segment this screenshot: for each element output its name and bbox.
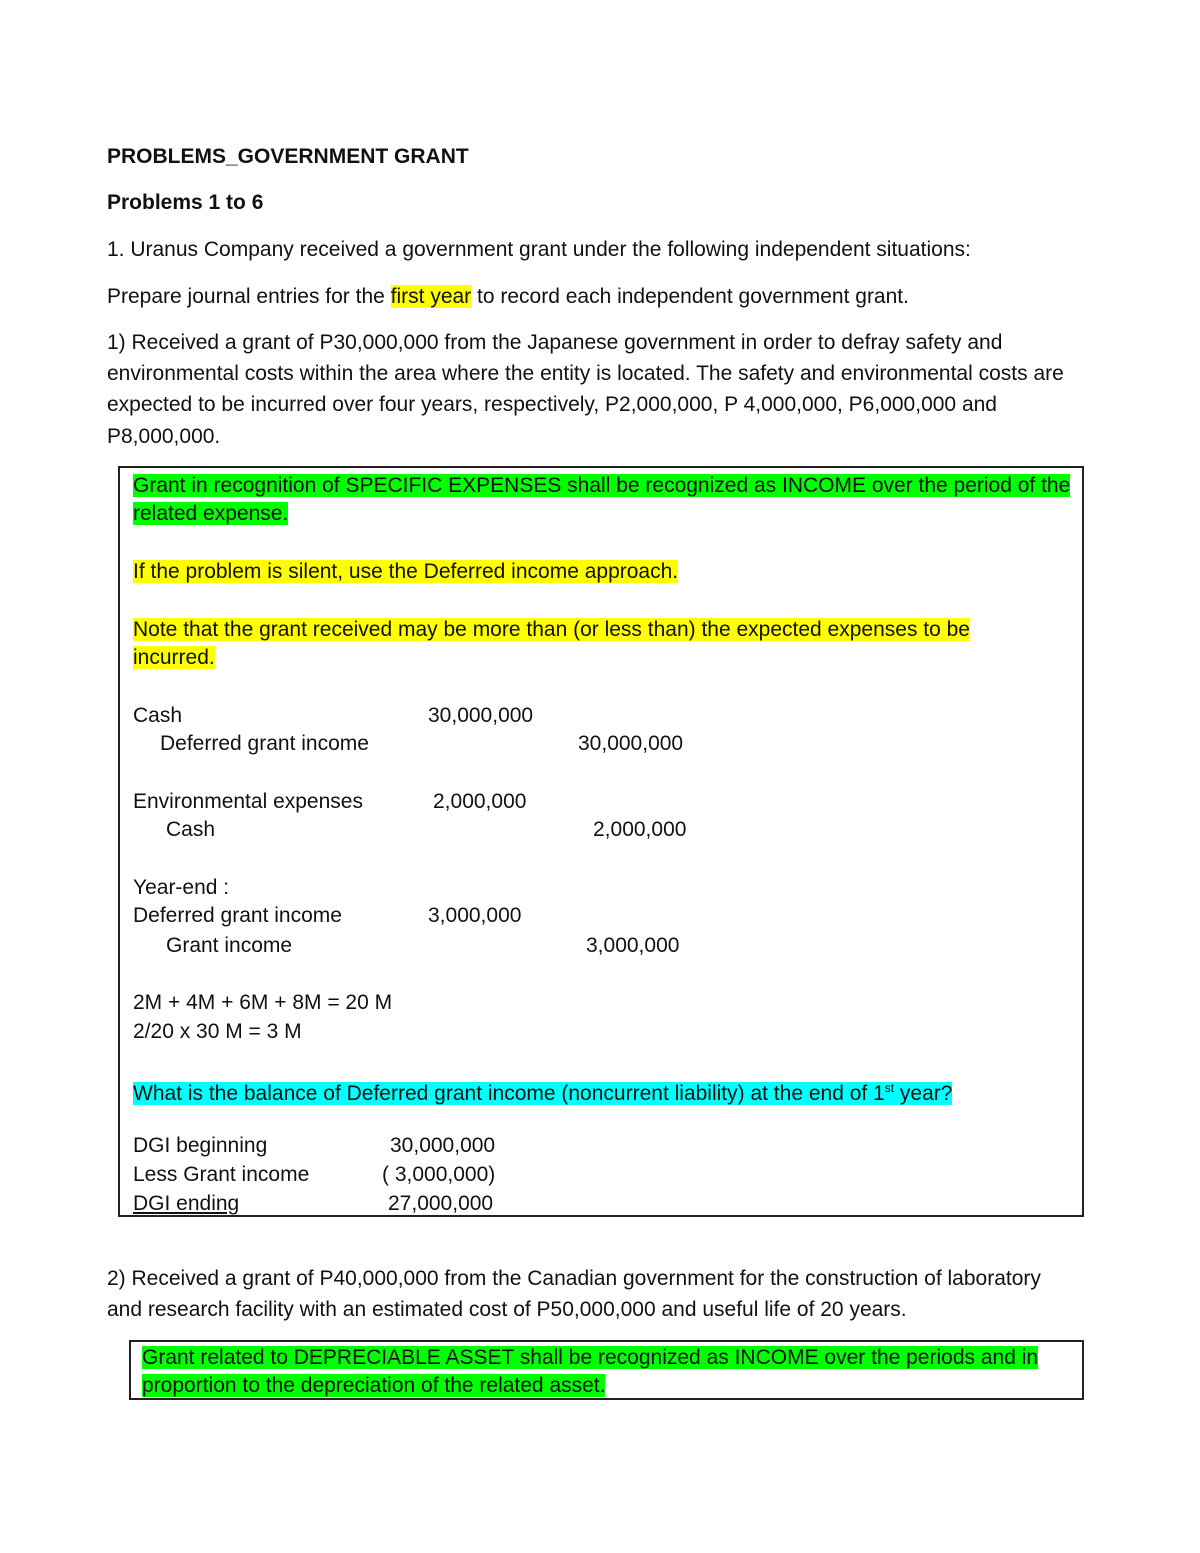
- entry-1-debit-account: Cash: [133, 704, 183, 727]
- silent-note: [133, 558, 678, 585]
- entry-1-credit-amount: 30,000,000: [578, 732, 684, 755]
- rule-line: [133, 472, 1070, 499]
- problem-question: 1. Uranus Company received a government grant under the following independent situations:: [107, 238, 971, 261]
- balance-row-amount: 30,000,000: [390, 1134, 496, 1157]
- balance-row-amount: 27,000,000: [388, 1192, 494, 1215]
- entry-2-credit-amount: 2,000,000: [593, 818, 687, 841]
- entry-2-debit-amount: 2,000,000: [433, 790, 527, 813]
- entry-3-debit-amount: 3,000,000: [428, 904, 522, 927]
- question-before: What is the balance of Deferred grant income (noncurrent liability) at the end of 1: [133, 1082, 885, 1105]
- note-text: incurred.: [133, 646, 215, 669]
- instruction-before: Prepare journal entries for the: [107, 285, 391, 308]
- balance-question: [133, 1075, 952, 1107]
- calc-line: 2M + 4M + 6M + 8M = 20 M: [133, 991, 393, 1014]
- problem-instruction: [107, 283, 909, 310]
- entry-2-credit-account: Cash: [166, 818, 216, 841]
- balance-question-text: [133, 1082, 952, 1105]
- rule-text: Grant in recognition of SPECIFIC EXPENSES shall be recognized as INCOME over the period of the: [133, 474, 1071, 497]
- solution-box-1: [118, 466, 1084, 1217]
- note-line: [133, 616, 970, 643]
- balance-row-label: Less Grant income: [133, 1163, 310, 1186]
- situation-2-line: and research facility with an estimated cost of P50,000,000 and useful life of 20 years.: [107, 1298, 907, 1321]
- note-line: [133, 644, 215, 671]
- instruction-highlight: first year: [390, 285, 472, 308]
- document-title: PROBLEMS_GOVERNMENT GRANT: [107, 145, 469, 168]
- entry-1-credit-account: Deferred grant income: [160, 732, 369, 755]
- document-subtitle: Problems 1 to 6: [107, 191, 264, 214]
- question-superscript: st: [884, 1081, 895, 1095]
- rule-text: Grant related to DEPRECIABLE ASSET shall be recognized as INCOME over the periods and in: [142, 1346, 1039, 1369]
- solution-box-2: [129, 1340, 1084, 1400]
- question-after: year?: [894, 1082, 953, 1105]
- situation-1-line: 1) Received a grant of P30,000,000 from the Japanese government in order to defray safety and: [107, 331, 1003, 354]
- situation-2-line: 2) Received a grant of P40,000,000 from the Canadian government for the construction of laboratory: [107, 1267, 1041, 1290]
- situation-1-line: expected to be incurred over four years, respectively, P2,000,000, P 4,000,000, P6,000,000 and: [107, 393, 997, 416]
- calc-line: 2/20 x 30 M = 3 M: [133, 1020, 302, 1043]
- year-end-label: Year-end :: [133, 876, 230, 899]
- entry-3-debit-account: Deferred grant income: [133, 904, 342, 927]
- entry-2-debit-account: Environmental expenses: [133, 790, 363, 813]
- rule-text: proportion to the depreciation of the related asset.: [142, 1374, 606, 1397]
- entry-3-credit-account: Grant income: [166, 934, 293, 957]
- balance-row-label: DGI beginning: [133, 1134, 268, 1157]
- entry-3-credit-amount: 3,000,000: [586, 934, 680, 957]
- rule-line: [133, 500, 288, 527]
- note-text: Note that the grant received may be more than (or less than) the expected expenses to be: [133, 618, 970, 641]
- entry-1-debit-amount: 30,000,000: [428, 704, 534, 727]
- rule-line: [142, 1372, 605, 1399]
- balance-row-label: DGI ending: [133, 1192, 240, 1215]
- silent-note-text: If the problem is silent, use the Deferred income approach.: [133, 560, 679, 583]
- rule-text: related expense.: [133, 502, 289, 525]
- instruction-after: to record each independent government grant.: [471, 285, 909, 308]
- situation-1-line: environmental costs within the area where the entity is located. The safety and environmental costs are: [107, 362, 1064, 385]
- balance-row-amount: ( 3,000,000): [382, 1163, 496, 1186]
- situation-1-line: P8,000,000.: [107, 425, 221, 448]
- rule-line: [142, 1344, 1038, 1371]
